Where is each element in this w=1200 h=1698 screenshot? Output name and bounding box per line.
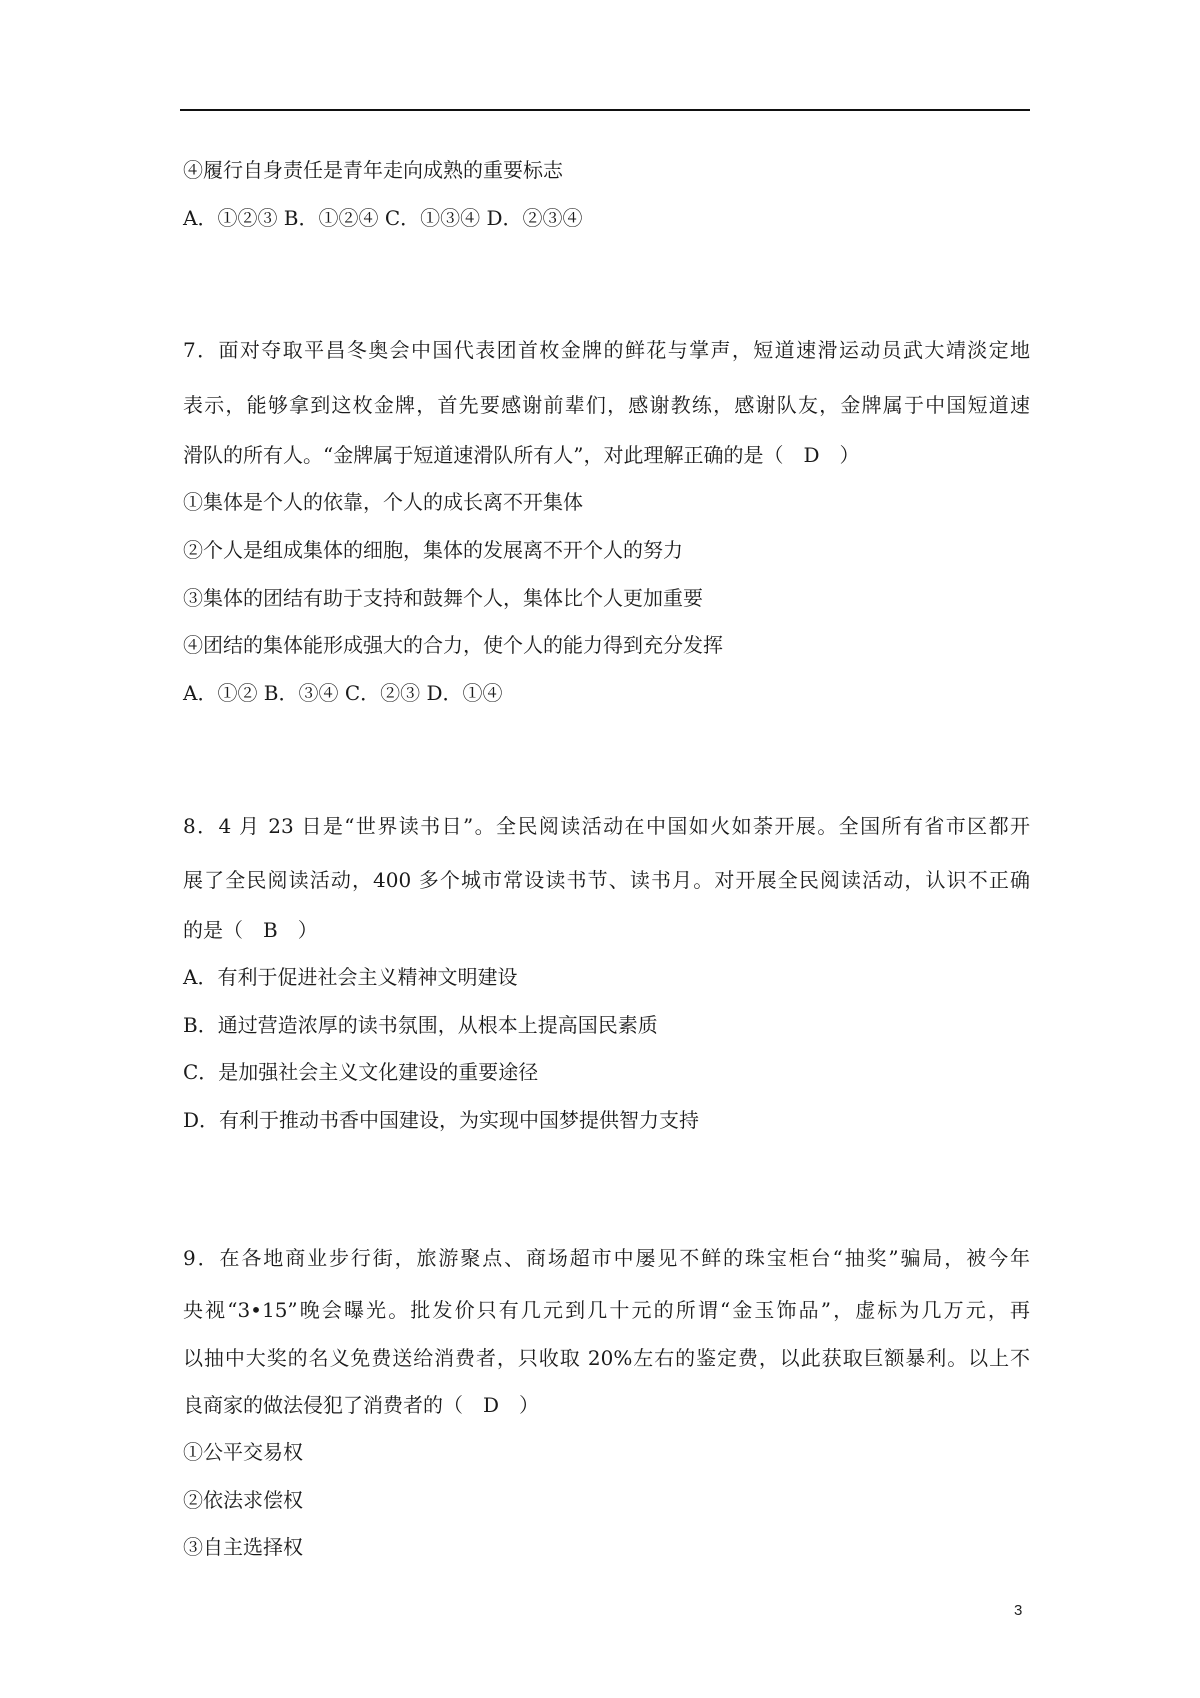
q7-statement: ③集体的团结有助于支持和鼓舞个人，集体比个人更加重要 xyxy=(183,586,703,610)
q7-statement: ②个人是组成集体的细胞，集体的发展离不开个人的努力 xyxy=(183,538,683,562)
q9-stem-line: 9．在各地商业步行街，旅游聚点、商场超市中屡见不鲜的珠宝柜台“抽奖”骗局，被今年 xyxy=(183,1246,1030,1270)
q9-stem-line: 央视“3•15”晚会曝光。批发价只有几元到几十元的所谓“金玉饰品”，虚标为几万元，再 xyxy=(183,1298,1030,1322)
q8-choice: A．有利于促进社会主义精神文明建设 xyxy=(183,965,518,989)
q7-stem-line: 滑队的所有人。“金牌属于短道速滑队所有人”，对此理解正确的是（ D ） xyxy=(183,443,860,467)
q6-statement-4: ④履行自身责任是青年走向成熟的重要标志 xyxy=(183,158,563,182)
q7-stem-line: 7．面对夺取平昌冬奥会中国代表团首枚金牌的鲜花与掌声，短道速滑运动员武大靖淡定地 xyxy=(183,338,1030,362)
q6-choices: A．①②③ B．①②④ C．①③④ D．②③④ xyxy=(183,206,583,230)
q9-statement: ②依法求偿权 xyxy=(183,1488,303,1512)
q8-stem-line: 展了全民阅读活动，400 多个城市常设读书节、读书月。对开展全民阅读活动，认识不正确 xyxy=(183,868,1030,892)
q8-stem-line: 的是（ B ） xyxy=(183,918,318,942)
q7-statement: ④团结的集体能形成强大的合力，使个人的能力得到充分发挥 xyxy=(183,633,723,657)
q8-stem-line: 8．4 月 23 日是“世界读书日”。全民阅读活动在中国如火如荼开展。全国所有省市区都开 xyxy=(183,814,1030,838)
q9-stem-line: 以抽中大奖的名义免费送给消费者，只收取 20%左右的鉴定费，以此获取巨额暴利。以上不 xyxy=(183,1346,1030,1370)
q8-choice: C．是加强社会主义文化建设的重要途径 xyxy=(183,1060,539,1084)
q9-statement: ③自主选择权 xyxy=(183,1535,303,1559)
q7-stem-line: 表示，能够拿到这枚金牌，首先要感谢前辈们，感谢教练，感谢队友，金牌属于中国短道速 xyxy=(183,393,1030,417)
q8-choice: B．通过营造浓厚的读书氛围，从根本上提高国民素质 xyxy=(183,1013,658,1037)
q7-choices: A．①② B．③④ C．②③ D．①④ xyxy=(183,681,503,705)
header-rule xyxy=(180,109,1030,111)
q8-choice: D．有利于推动书香中国建设，为实现中国梦提供智力支持 xyxy=(183,1108,700,1132)
page-number: 3 xyxy=(1014,1602,1023,1619)
q7-statement: ①集体是个人的依靠，个人的成长离不开集体 xyxy=(183,490,583,514)
q9-statement: ①公平交易权 xyxy=(183,1440,303,1464)
q9-stem-line: 良商家的做法侵犯了消费者的（ D ） xyxy=(183,1393,540,1417)
